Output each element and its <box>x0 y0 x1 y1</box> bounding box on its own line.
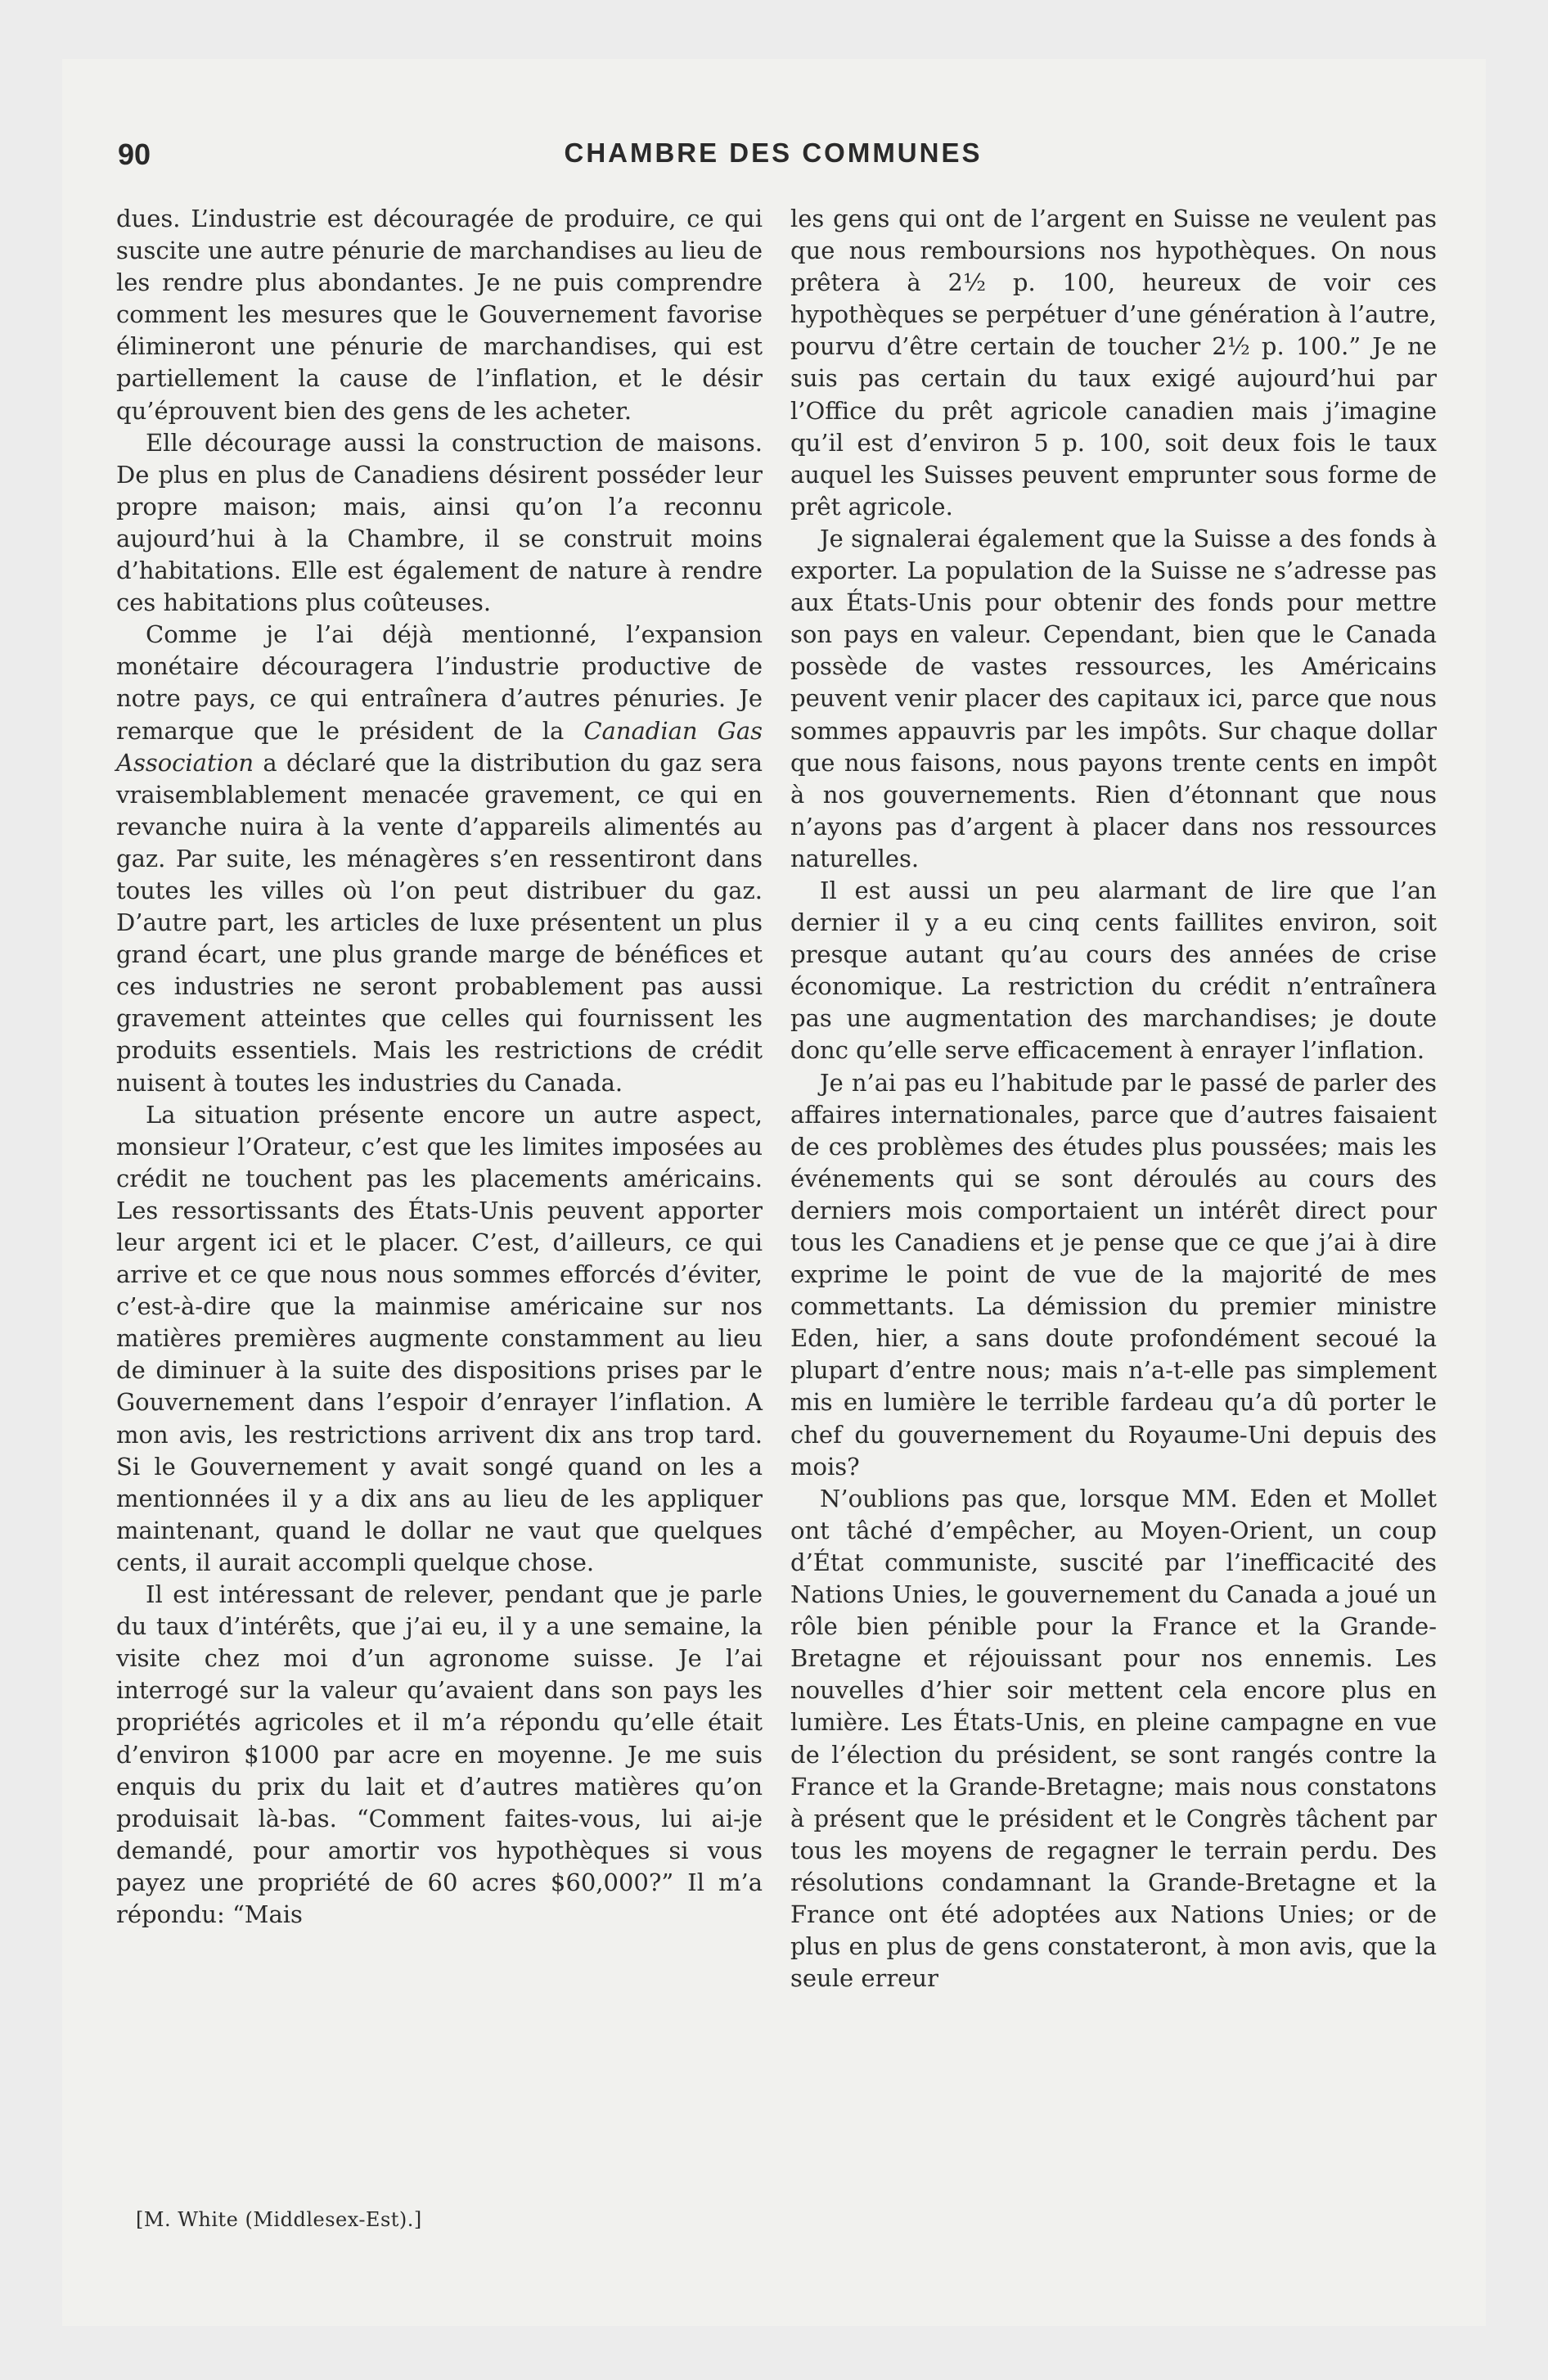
right-column <box>790 203 1437 1995</box>
paragraph: Elle décourage aussi la construction de maisons. De plus en plus de Canadiens désirent posséder leur propre maison; mais, ainsi qu’on l’a reconnu aujourd’hui à la Chambre, il se construit moins d’habitations. Elle est également de nature à rendre ces habitations plus coûteuses. <box>116 428 763 617</box>
paragraph: les gens qui ont de l’argent en Suisse ne veulent pas que nous remboursions nos hypothèques. On nous prêtera à 2½ p. 100, heureux de voir ces hypothèques se perpétuer d’une génération à l’autre, pourvu d’être certain de toucher 2½ p. 100.” Je ne suis pas certain du taux exigé aujourd’hui par l’Office du prêt agricole canadien mais j’imagine qu’il est d’environ 5 p. 100, soit deux fois le taux auquel les Suisses peuvent emprunter sous forme de prêt agricole. <box>790 205 1437 521</box>
page-sheet <box>62 59 1486 2326</box>
page-number: 90 <box>118 137 151 171</box>
paragraph-text: a déclaré que la distribution du gaz sera vraisemblablement menacée gravement, ce qui en revanche nuira à la vente d’appareils alimentés au gaz. Par suite, les ménagères s’en ressentiront dans toutes les villes où l’on peut distribuer du gaz. D’autre part, les articles de luxe présentent un plus grand écart, une plus grande marge de bénéfices et ces industries ne seront probablement pas aussi gravement atteintes que celles qui fournissent les produits essentiels. Mais les restrictions de crédit nuisent à toutes les industries du Canada. <box>116 748 763 1097</box>
paragraph: Je n’ai pas eu l’habitude par le passé de parler des affaires internationales, parce que d’autres faisaient de ces problèmes des études plus poussées; mais les événements qui se sont déroulés au cours des derniers mois comportaient un intérêt direct pour tous les Canadiens et je pense que ce que j’ai à dire exprime le point de vue de la majorité de mes commettants. La démission du premier ministre Eden, hier, a sans doute profondément secoué la plupart d’entre nous; mais n’a-t-elle pas simplement mis en lumière le terrible fardeau qu’a dû porter le chef du gouvernement du Royaume-Uni depuis des mois? <box>790 1068 1437 1481</box>
speaker-note: [M. White (Middlesex-Est).] <box>136 2208 422 2231</box>
paragraph: Il est intéressant de relever, pendant que je parle du taux d’intérêts, que j’ai eu, il y a une semaine, la visite chez moi d’un agronome suisse. Je l’ai interrogé sur la valeur qu’avaient dans son pays les propriétés agricoles et il m’a répondu qu’elle était d’environ $1000 par acre en moyenne. Je me suis enquis du prix du lait et d’autres matières qu’on produisait là-bas. “Comment faites-vous, lui ai-je demandé, pour amortir vos hypothèques si vous payez une propriété de 60 acres $60,000?” Il m’a répondu: “Mais <box>116 1580 763 1928</box>
paragraph: La situation présente encore un autre aspect, monsieur l’Orateur, c’est que les limites imposées au crédit ne touchent pas les placements américains. Les ressortissants des États-Unis peuvent apporter leur argent ici et le placer. C’est, d’ailleurs, ce qui arrive et ce que nous nous sommes efforcés d’éviter, c’est-à-dire que la mainmise américaine sur nos matières premières augmente constamment au lieu de diminuer à la suite des dispositions prises par le Gouvernement dans l’espoir d’enrayer l’inflation. A mon avis, les restrictions arrivent dix ans trop tard. Si le Gouvernement y avait songé quand on les a mentionnées il y a dix ans au lieu de les appliquer maintenant, quand le dollar ne vaut que quelques cents, il aurait accompli quelque chose. <box>116 1100 763 1576</box>
paragraph: Je signalerai également que la Suisse a des fonds à exporter. La population de la Suisse ne s’adresse pas aux États-Unis pour obtenir des fonds pour mettre son pays en valeur. Cependant, bien que le Canada possède de vastes ressources, les Américains peuvent venir placer des capitaux ici, parce que nous sommes appauvris par les impôts. Sur chaque dollar que nous faisons, nous payons trente cents en impôt à nos gouvernements. Rien d’étonnant que nous n’ayons pas d’argent à placer dans nos ressources naturelles. <box>790 524 1437 872</box>
left-column <box>116 203 763 1931</box>
paragraph: Il est aussi un peu alarmant de lire que l’an dernier il y a eu cinq cents faillites environ, soit presque autant qu’au cours des années de crise économique. La restriction du crédit n’entraînera pas une augmentation des marchandises; je doute donc qu’elle serve efficacement à enrayer l’inflation. <box>790 876 1437 1065</box>
running-head: CHAMBRE DES COMMUNES <box>564 137 983 168</box>
paragraph: N’oublions pas que, lorsque MM. Eden et Mollet ont tâché d’empêcher, au Moyen-Orient, un coup d’État communiste, suscité par l’inefficacité des Nations Unies, le gouvernement du Canada a joué un rôle bien pénible pour la France et la Grande-Bretagne et réjouissant pour nos ennemis. Les nouvelles d’hier soir mettent cela encore plus en lumière. Les États-Unis, en pleine campagne en vue de l’élection du président, se sont rangés contre la France et la Grande-Bretagne; mais nous constatons à présent que le président et le Congrès tâchent par tous les moyens de regagner le terrain perdu. Des résolutions condamnant la Grande-Bretagne et la France ont été adoptées aux Nations Unies; or de plus en plus de gens constateront, à mon avis, que la seule erreur <box>790 1484 1437 1993</box>
paragraph <box>116 619 763 1098</box>
paragraph-text: Comme je l’ai déjà mentionné, l’expansion monétaire découragera l’industrie productive de notre pays, ce qui entraînera d’autres pénuries. Je remarque que le président de la <box>116 620 763 745</box>
paragraph: dues. L’industrie est découragée de produire, ce qui suscite une autre pénurie de marchandises au lieu de les rendre plus abondantes. Je ne puis comprendre comment les mesures que le Gouvernement favorise élimineront une pénurie de marchandises, qui est partiellement la cause de l’inflation, et le désir qu’éprouvent bien des gens de les acheter. <box>116 205 763 425</box>
page-header <box>118 137 1429 187</box>
italic-organization-name: Canadian Gas Association <box>116 716 763 777</box>
